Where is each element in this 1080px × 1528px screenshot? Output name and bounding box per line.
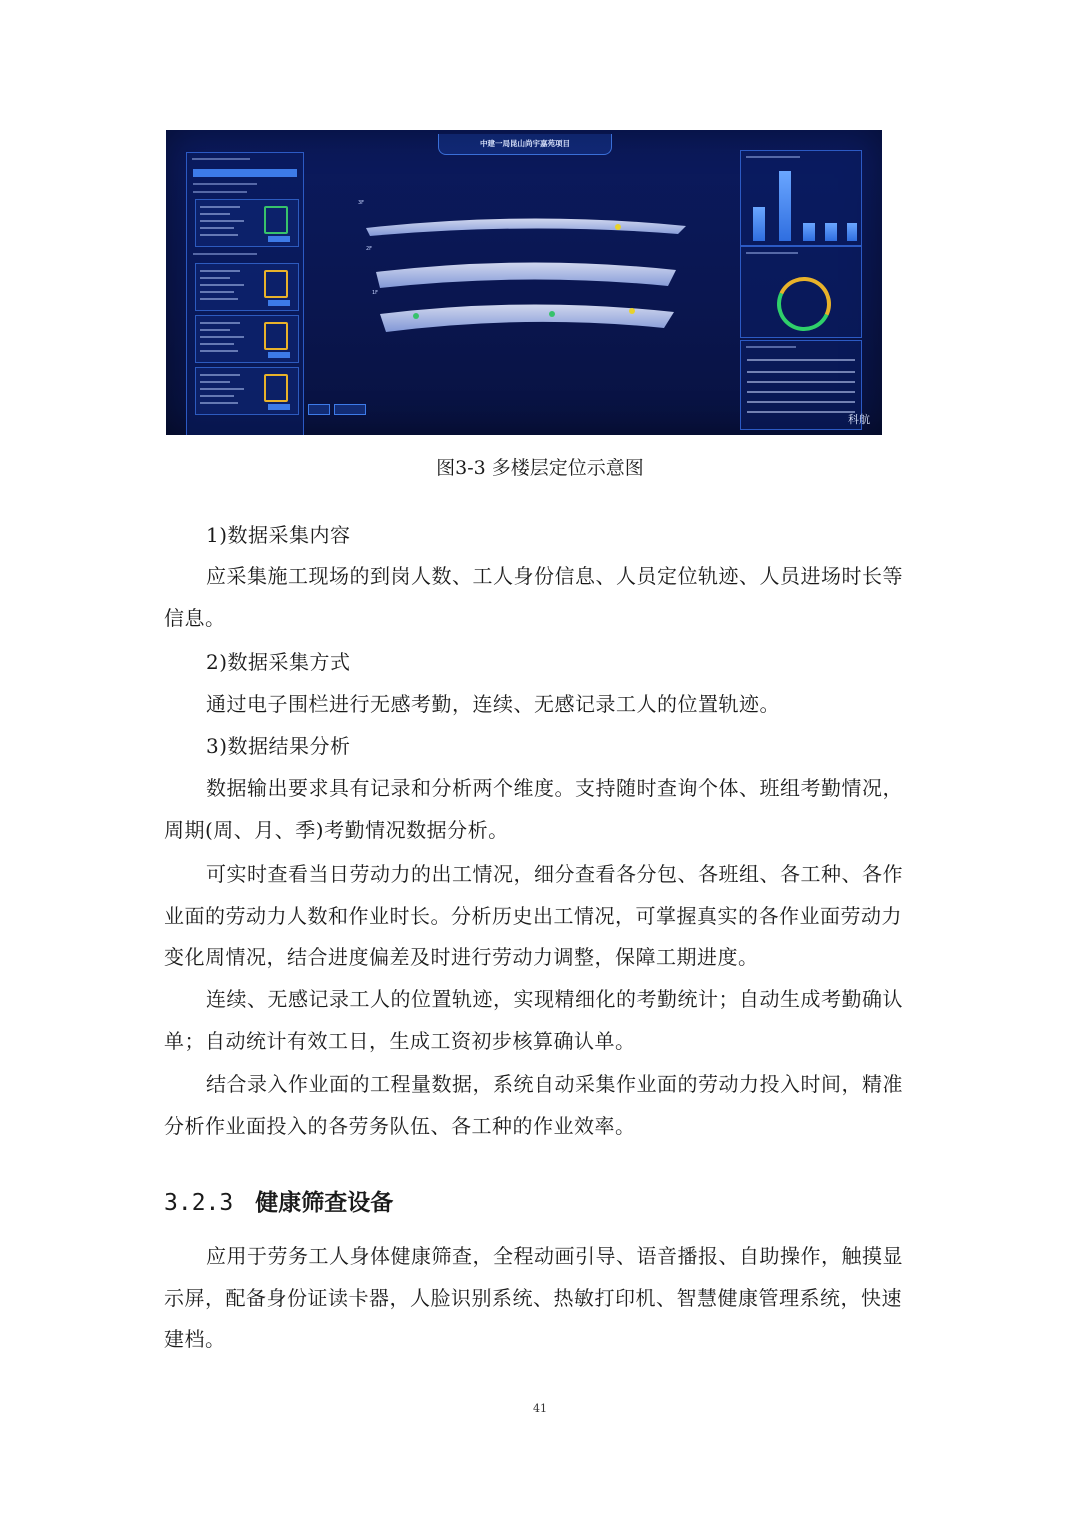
status-badge (264, 270, 288, 298)
floor-label-2f: 2F (366, 246, 373, 252)
dashboard-title: 中建一局昆山尚宇嘉苑项目 (480, 139, 570, 148)
worker-card (195, 315, 299, 363)
chart-bar (779, 171, 791, 241)
panel-title-line (746, 346, 796, 348)
attendance-bar-chart-panel (740, 150, 862, 246)
table-row (747, 391, 855, 393)
worker-status-table-panel (740, 340, 862, 430)
floor-1f-plan (380, 304, 674, 332)
section-number: 3.2.3 (164, 1190, 234, 1216)
chart-bar (847, 223, 857, 241)
panel-title-line (746, 156, 800, 158)
figure-caption: 图3-3 多楼层定位示意图 (436, 457, 644, 479)
floor-label-3f: 3F (358, 200, 365, 206)
group-line (193, 191, 247, 193)
bottom-button (334, 404, 366, 415)
worker-marker (413, 313, 419, 319)
floor-2f-plan (376, 262, 676, 288)
panel-header-button (193, 169, 297, 177)
chart-bar (753, 207, 765, 241)
group-line (193, 253, 257, 255)
dashboard-title-bar (438, 134, 612, 155)
paragraph-1: 应采集施工现场的到岗人数、工人身份信息、人员定位轨迹、人员进场时长等信息。 (164, 564, 903, 630)
dashboard-screenshot (166, 130, 882, 435)
section-title-1: 1)数据采集内容 (206, 523, 351, 547)
card-button (268, 236, 290, 242)
group-line (193, 183, 257, 185)
paragraph-3: 数据输出要求具有记录和分析两个维度。支持随时查询个体、班组考勤情况，周期(周、月、季)考勤情况数据分析。 (164, 776, 903, 842)
worker-marker (549, 311, 555, 317)
floor-label-1f: 1F (372, 290, 379, 296)
floor-plan-stack (356, 210, 696, 340)
personnel-list-panel (186, 152, 304, 435)
status-badge (264, 374, 288, 402)
floor-3f-plan (366, 218, 686, 236)
card-button (268, 300, 290, 306)
panel-title-line (746, 252, 798, 254)
table-row (747, 359, 855, 361)
worker-status-ring-panel (740, 246, 862, 338)
table-row (747, 381, 855, 383)
worker-card (195, 367, 299, 415)
paragraph-5: 连续、无感记录工人的位置轨迹，实现精细化的考勤统计；自动生成考勤确认单；自动统计有效工日，生成工资初步核算确认单。 (164, 987, 903, 1053)
brand-logo: 科航 (848, 413, 870, 426)
section-title-3: 3)数据结果分析 (206, 734, 351, 758)
chart-bar (825, 223, 837, 241)
card-button (268, 352, 290, 358)
page-number: 41 (533, 1402, 547, 1415)
status-ring (769, 269, 838, 338)
section-heading-title: 健康筛查设备 (255, 1190, 394, 1216)
closing-paragraph: 应用于劳务工人身体健康筛查，全程动画引导、语音播报、自助操作，触摸显示屏，配备身份证读卡器，人脸识别系统、热敏打印机、智慧健康管理系统，快速建档。 (164, 1244, 903, 1351)
section-heading (164, 1184, 393, 1217)
table-row (747, 371, 855, 373)
worker-card (195, 263, 299, 311)
worker-marker (629, 308, 635, 314)
section-title-2: 2)数据采集方式 (206, 650, 351, 674)
paragraph-2: 通过电子围栏进行无感考勤，连续、无感记录工人的位置轨迹。 (206, 692, 780, 716)
paragraph-4: 可实时查看当日劳动力的出工情况，细分查看各分包、各班组、各工种、各作业面的劳动力人数和作业时长。分析历史出工情况，可掌握真实的各作业面劳动力变化周情况，结合进度偏差及时进行劳动力调整，保障工期进度。 (164, 862, 903, 969)
worker-marker (615, 224, 621, 230)
card-button (268, 404, 290, 410)
table-row (747, 401, 855, 403)
paragraph-6: 结合录入作业面的工程量数据，系统自动采集作业面的劳动力投入时间，精准分析作业面投入的各劳务队伍、各工种的作业效率。 (164, 1072, 903, 1138)
chart-bar (803, 223, 815, 241)
status-badge (264, 322, 288, 350)
table-row (747, 411, 855, 413)
bottom-button (308, 404, 330, 415)
status-badge (264, 206, 288, 234)
panel-title-line (192, 158, 250, 160)
worker-card (195, 199, 299, 247)
